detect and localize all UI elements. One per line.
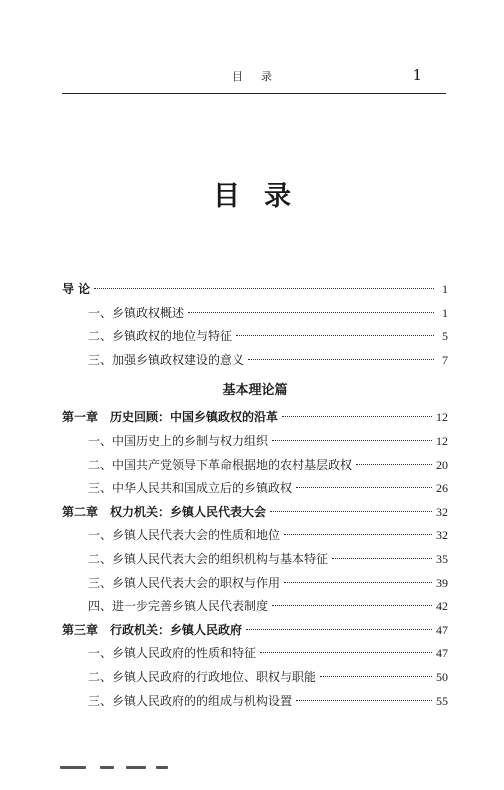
- toc-entry-chapter-1[interactable]: [62, 408, 448, 432]
- header-rule: [62, 93, 446, 94]
- part-heading: 基本理论篇: [222, 383, 288, 399]
- toc-entry-page: 12: [436, 410, 448, 425]
- leader-dots: [356, 464, 432, 465]
- leader-dots: [236, 335, 434, 336]
- leader-dots: [284, 534, 432, 535]
- toc-entry-label: 第一章 历史回顾：中国乡镇政权的沿革: [62, 410, 279, 425]
- toc-entry-chapter-3-2[interactable]: [62, 668, 448, 692]
- toc-entry-label: 一、乡镇人民代表大会的性质和地位: [88, 528, 281, 543]
- toc-entry-page: 39: [436, 575, 448, 590]
- toc-entry-chapter-2-1[interactable]: [62, 526, 448, 550]
- toc-entry-chapter-2-2[interactable]: [62, 550, 448, 574]
- leader-dots: [188, 312, 434, 313]
- toc-entry-chapter-2-3[interactable]: [62, 574, 448, 598]
- toc-entry-chapter-1-2[interactable]: [62, 456, 448, 480]
- leader-dots: [260, 652, 432, 653]
- toc-entry-label: 二、乡镇人民政府的行政地位、职权与职能: [88, 669, 317, 684]
- toc-entry-page: 1: [442, 305, 448, 320]
- toc-entry-page: 42: [436, 599, 448, 614]
- toc-entry-chapter-1-3[interactable]: [62, 479, 448, 503]
- toc-entry-page: 5: [442, 329, 448, 344]
- toc-entry-intro-2[interactable]: [62, 327, 448, 351]
- toc-entry-page: 20: [436, 457, 448, 472]
- toc-entry-label: 二、乡镇政权的地位与特征: [88, 329, 233, 344]
- table-of-contents: [62, 280, 448, 715]
- leader-dots: [332, 558, 432, 559]
- toc-entry-intro-3[interactable]: [62, 351, 448, 375]
- leader-dots: [296, 487, 432, 488]
- toc-entry-chapter-1-1[interactable]: [62, 432, 448, 456]
- leader-dots: [282, 416, 432, 417]
- leader-dots: [248, 359, 434, 360]
- toc-entry-label: 三、中华人民共和国成立后的乡镇政权: [88, 481, 293, 496]
- toc-entry-page: 55: [436, 693, 448, 708]
- toc-entry-label: 三、乡镇人民政府的的组成与机构设置: [88, 693, 293, 708]
- toc-entry-page: 26: [436, 481, 448, 496]
- leader-dots: [94, 288, 434, 289]
- toc-entry-chapter-2-4[interactable]: [62, 597, 448, 621]
- toc-entry-label: 一、乡镇政权概述: [88, 305, 185, 320]
- toc-entry-label: 三、加强乡镇政权建设的意义: [88, 352, 245, 367]
- leader-dots: [296, 700, 432, 701]
- toc-entry-chapter-3-1[interactable]: [62, 644, 448, 668]
- running-head-title: 目录: [232, 70, 290, 83]
- toc-entry-chapter-3[interactable]: [62, 621, 448, 645]
- leader-dots: [320, 676, 432, 677]
- toc-entry-page: 35: [436, 551, 448, 566]
- cropped-footer-fragment: [60, 766, 200, 774]
- toc-entry-intro[interactable]: [62, 280, 448, 304]
- toc-entry-page: 47: [436, 646, 448, 661]
- toc-entry-label: 二、乡镇人民代表大会的组织机构与基本特征: [88, 551, 329, 566]
- running-head: [62, 66, 446, 88]
- toc-entry-page: 50: [436, 669, 448, 684]
- toc-entry-page: 7: [442, 352, 448, 367]
- toc-entry-page: 32: [436, 504, 448, 519]
- toc-entry-label: 二、中国共产党领导下革命根据地的农村基层政权: [88, 457, 353, 472]
- leader-dots: [272, 440, 432, 441]
- toc-entry-label: 第二章 权力机关：乡镇人民代表大会: [62, 504, 267, 519]
- toc-entry-chapter-2[interactable]: [62, 503, 448, 527]
- toc-entry-label: 导 论: [62, 282, 91, 296]
- toc-entry-label: 三、乡镇人民代表大会的职权与作用: [88, 575, 281, 590]
- toc-entry-page: 12: [436, 433, 448, 448]
- toc-entry-intro-1[interactable]: [62, 304, 448, 328]
- leader-dots: [272, 605, 432, 606]
- toc-entry-chapter-3-3[interactable]: [62, 692, 448, 716]
- toc-entry-page: 1: [442, 282, 448, 296]
- leader-dots: [284, 582, 432, 583]
- toc-entry-page: 32: [436, 528, 448, 543]
- toc-entry-label: 四、进一步完善乡镇人民代表制度: [88, 599, 269, 614]
- running-head-page-number: 1: [412, 66, 422, 84]
- page-title: 目录: [213, 181, 315, 212]
- toc-entry-label: 一、中国历史上的乡制与权力组织: [88, 433, 269, 448]
- leader-dots: [270, 511, 432, 512]
- toc-entry-label: 一、乡镇人民政府的性质和特征: [88, 646, 257, 661]
- toc-entry-page: 47: [436, 622, 448, 637]
- leader-dots: [246, 629, 432, 630]
- toc-entry-label: 第三章 行政机关：乡镇人民政府: [62, 622, 243, 637]
